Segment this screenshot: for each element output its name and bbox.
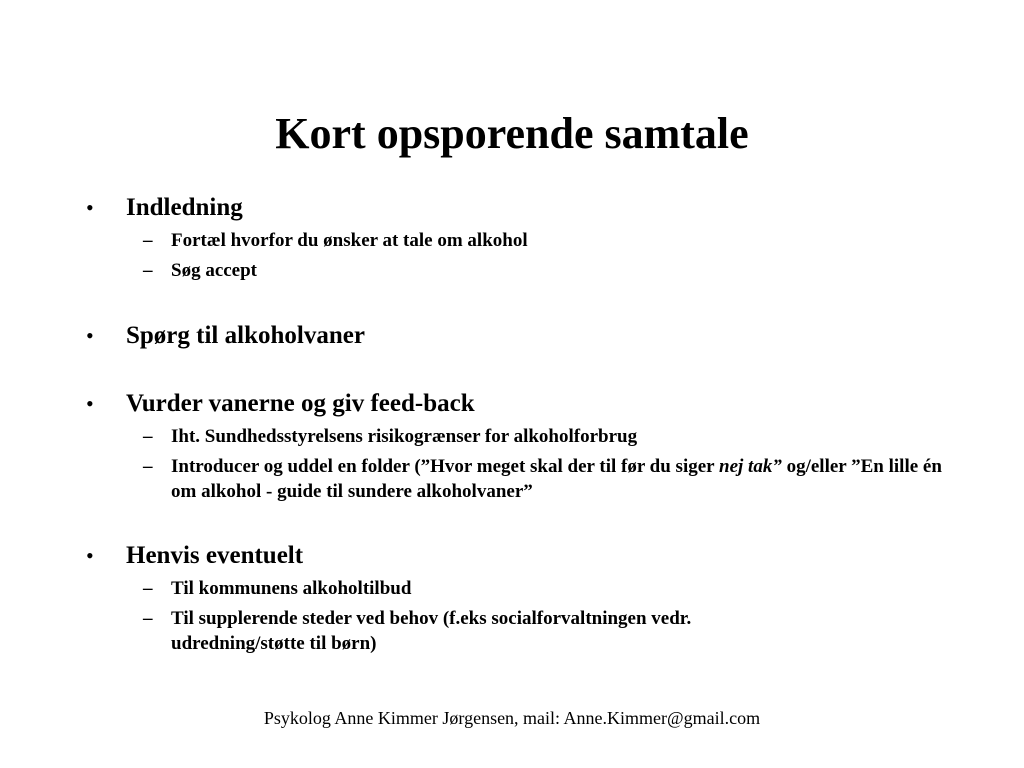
sub-bullet-marker: – — [143, 230, 153, 251]
sub-bullet-marker: – — [143, 426, 153, 447]
sub-bullet — [0, 424, 1024, 449]
bullet-henvis — [0, 540, 1024, 656]
bullet-marker: • — [86, 195, 94, 220]
bullet-marker: • — [86, 543, 94, 568]
sub-bullet-marker: – — [143, 608, 153, 629]
bullet-text: Indledning — [126, 194, 243, 221]
sub-bullet-text: Iht. Sundhedsstyrelsens risikogrænser for alkoholforbrug — [171, 426, 638, 447]
bullet-sporg — [0, 320, 1024, 352]
sub-bullet-text-italic: nej tak” — [719, 456, 782, 477]
bullet-vurder — [0, 388, 1024, 504]
slide-footer: Psykolog Anne Kimmer Jørgensen, mail: Anne.Kimmer@gmail.com — [263, 708, 761, 728]
sub-bullet-marker: – — [143, 456, 153, 477]
sub-bullet — [0, 576, 1024, 601]
bullet-text: Henvis eventuelt — [126, 542, 304, 569]
sub-bullet — [0, 258, 1024, 283]
sub-bullet-text — [171, 454, 961, 504]
bullet-marker: • — [86, 391, 94, 416]
sub-bullet — [0, 454, 1024, 504]
sub-bullet — [0, 228, 1024, 253]
sub-bullet-text: Fortæl hvorfor du ønsker at tale om alkohol — [171, 230, 528, 251]
slide-title: Kort opsporende samtale — [275, 109, 749, 158]
bullet-text: Spørg til alkoholvaner — [126, 322, 365, 349]
sub-bullet-text-part: Introducer og uddel en folder (”Hvor meget skal der til før du siger — [171, 456, 720, 477]
sub-bullet-marker: – — [143, 260, 153, 281]
sub-bullet-text: Til supplerende steder ved behov (f.eks socialforvaltningen vedr. udredning/støtte til børn) — [171, 608, 692, 654]
bullet-text: Vurder vanerne og giv feed-back — [126, 390, 475, 417]
sub-bullet — [0, 606, 1024, 656]
bullet-indledning — [0, 192, 1024, 283]
bullet-marker: • — [86, 323, 94, 348]
sub-bullet-text: Til kommunens alkoholtilbud — [171, 578, 412, 599]
sub-bullet-text: Søg accept — [171, 260, 258, 281]
sub-bullet-marker: – — [143, 578, 153, 599]
sub-bullet-text-part: og/eller ”En lille én om alkohol - guide til sundere alkoholvaner” — [171, 456, 942, 502]
